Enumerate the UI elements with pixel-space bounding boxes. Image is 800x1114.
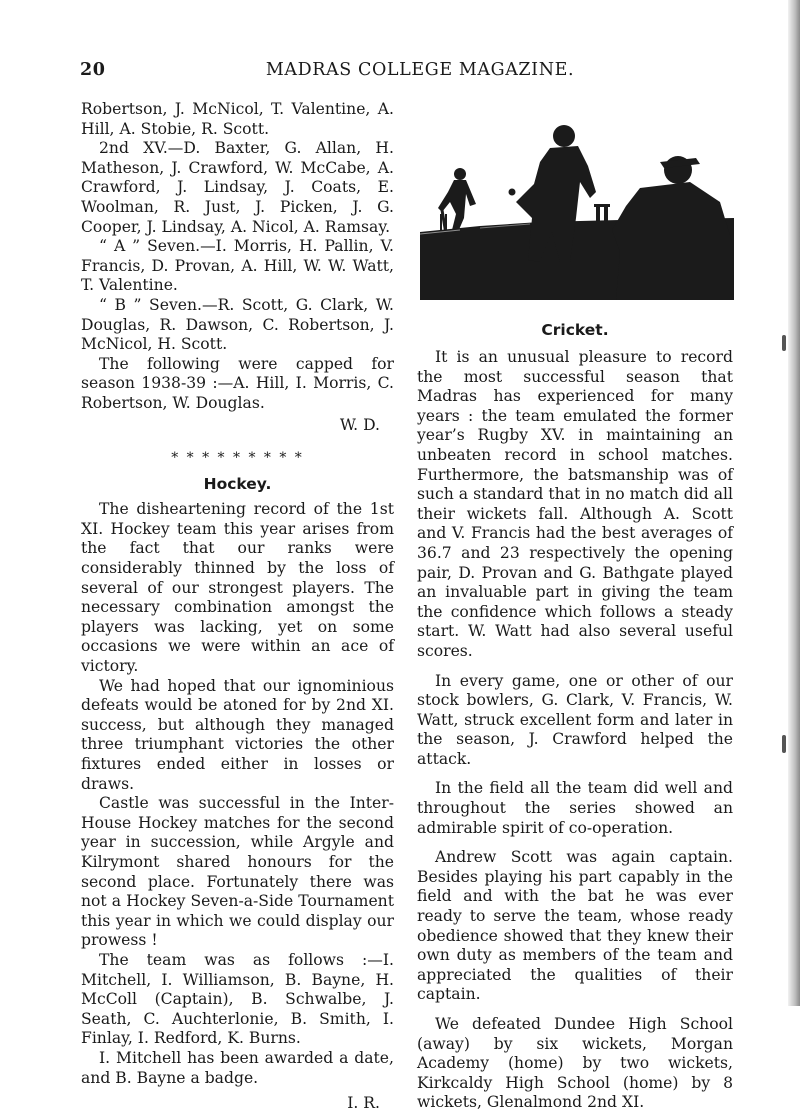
scan-mark (782, 335, 786, 351)
scan-mark (782, 735, 786, 753)
running-title: MADRAS COLLEGE MAGAZINE. (265, 60, 575, 80)
section-separator: * * * * * * * * * (171, 450, 304, 467)
cricket-silhouette-photo (420, 122, 734, 300)
page-header (80, 60, 760, 86)
cricket-photo-icon (420, 122, 734, 300)
paragraph: Andrew Scott was again captain. Besides playing his part capably in the field and with the bat he was ever ready to serve the team, whose ready obedience showed that they knew their own duty as members of the team and appreciated the qualities of their captain. (417, 848, 733, 1004)
right-column (417, 348, 733, 1113)
paragraph: The following were capped for season 1938-39 :—A. Hill, I. Morris, C. Robertson, W. Douglas. (81, 354, 394, 412)
page-edge-shadow (788, 0, 800, 1006)
cricket-heading: Cricket. (541, 321, 609, 339)
paragraph: 2nd XV.—D. Baxter, G. Allan, H. Matheson, J. Crawford, W. McCabe, A. Crawford, J. Lindsay, J. Coats, E. Woolman, R. Just, J. Picken, J. G. Cooper, J. Lindsay, A. Nicol, A. Ramsay. (81, 139, 394, 236)
paragraph: We had hoped that our ignominious defeats would be atoned for by 2nd XI. success, but although they managed three triumphant victories the other fixtures ended either in losses or draws. (81, 676, 394, 793)
signature: I. R. (347, 1094, 380, 1113)
left-column (81, 100, 394, 1114)
paragraph: In every game, one or other of our stock bowlers, G. Clark, V. Francis, W. Watt, struck excellent form and later in the season, J. Crawford helped the attack. (417, 671, 733, 768)
paragraph: The disheartening record of the 1st XI. Hockey team this year arises from the fact that our ranks were considerably thinned by the loss of several of our strongest players. The necessary combination amongst the players was lacking, yet on some occasions we were within an ace of victory. (81, 500, 394, 676)
paragraph: It is an unusual pleasure to record the most successful season that Madras has experienced for many years : the team emulated the former year’s Rugby XV. in maintaining an unbeaten record in school matches. Furthermore, the batsmanship was of such a standard that in no match did all their wickets fall. Although A. Scott and V. Francis had the best averages of 36.7 and 23 respectively the opening pair, D. Provan and G. Bathgate played an invaluable part in giving the team the confidence which follows a steady start. W. Watt had also several useful scores. (417, 348, 733, 660)
paragraph: We defeated Dundee High School (away) by six wickets, Morgan Academy (home) by two wickets, Kirkcaldy High School (home) by 8 wickets, Glenalmond 2nd XI. (417, 1015, 733, 1112)
paragraph: “ B ” Seven.—R. Scott, G. Clark, W. Douglas, R. Dawson, C. Robertson, J. McNicol, H. Scott. (81, 295, 394, 354)
paragraph: I. Mitchell has been awarded a date, and B. Bayne a badge. (81, 1048, 394, 1087)
paragraph: “ A ” Seven.—I. Morris, H. Pallin, V. Francis, D. Provan, A. Hill, W. W. Watt, T. Valentine. (81, 237, 394, 295)
paragraph: The team was as follows :—I. Mitchell, I. Williamson, B. Bayne, H. McColl (Captain), B. Schwalbe, J. Seath, C. Auchterlonie, B. Smith, I. Finlay, I. Redford, K. Burns. (81, 950, 394, 1048)
hockey-heading: Hockey. (203, 474, 272, 493)
paragraph: Robertson, J. McNicol, T. Valentine, A. Hill, A. Stobie, R. Scott. (81, 100, 394, 138)
paragraph: In the field all the team did well and throughout the series showed an admirable spirit of co-operation. (417, 779, 733, 837)
page-number: 20 (80, 60, 106, 80)
paragraph: Castle was successful in the Inter-House Hockey matches for the second year in succession, while Argyle and Kilrymont shared honours for the second place. Fortunately there was not a Hockey Seven-a-Side Tournament this year in which we could display our prowess ! (81, 794, 394, 950)
signature: W. D. (339, 415, 380, 434)
